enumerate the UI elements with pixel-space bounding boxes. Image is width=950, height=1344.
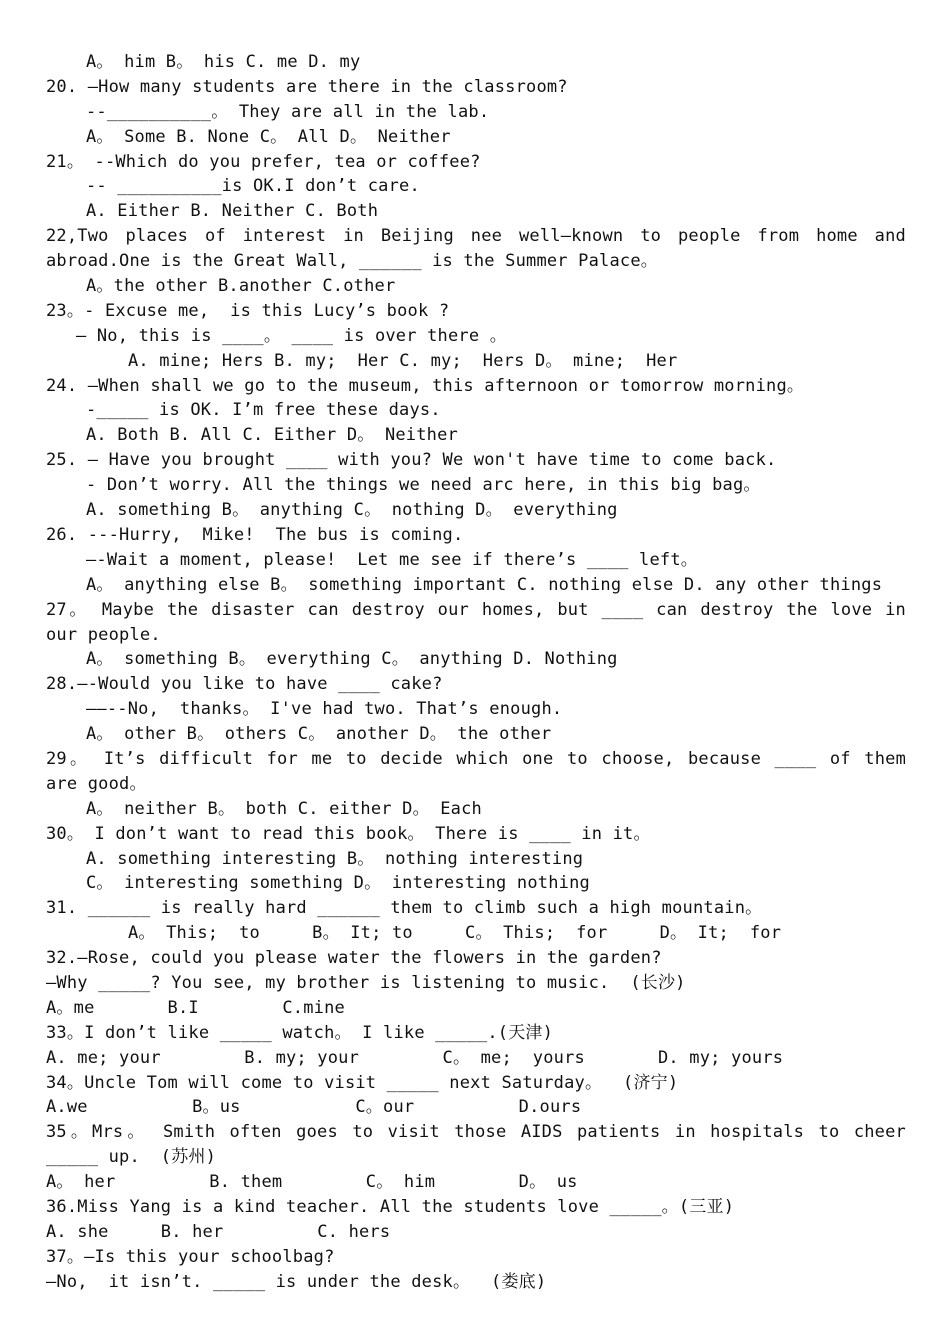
q37-answer-line: —No, it isn’t. _____ is under the desk。 (娄底) [46,1271,547,1292]
q22-question-1-line: 22,Two places of interest in Beijing nee well—known to people from home and [46,226,906,247]
q20-answer-line: --__________。 They are all in the lab. [86,101,490,122]
q21-options-line: A. Either B. Neither C. Both [86,201,379,222]
q35-question-2-line: _____ up. (苏州) [46,1147,217,1168]
q28-question-line: 28.—-Would you like to have ____ cake? [46,674,443,695]
q25-question-line: 25. — Have you brought ____ with you? We won't have time to come back. [46,450,777,471]
q26-answer-line: —-Wait a moment, please! Let me see if there’s ____ left。 [86,549,698,570]
q27-question-2-line: our people. [46,624,161,645]
q29-options-line: A。 neither B。 both C. either D。 Each [86,798,482,819]
q31-question-line: 31. ______ is really hard ______ them to climb such a high mountain。 [46,898,763,919]
q22-question-2-line: abroad.One is the Great Wall, ______ is the Summer Palace。 [46,251,658,272]
q27-question-1-line: 27。 Maybe the disaster can destroy our homes, but ____ can destroy the love in [46,599,906,620]
q31-options-line: A。 This; to B。 It; to C。 This; for D。 It; for [128,923,782,944]
q27-options-line: A。 something B。 everything C。 anything D. Nothing [86,649,618,670]
q30-options-2-line: C。 interesting something D。 interesting nothing [86,873,590,894]
q26-options-line: A。 anything else B。 something important C. nothing else D. any other things [86,574,883,595]
q23-answer-line: — No, this is ____。 ____ is over there 。 [76,325,507,346]
q22-options-line: A。the other B.another C.other [86,276,396,297]
q33-question-line: 33。I don’t like _____ watch。 I like _____.(天津) [46,1022,554,1043]
q25-options-line: A. something B。 anything C。 nothing D。 everything [86,500,618,521]
q32-answer-line: —Why _____? You see, my brother is listening to music. (长沙) [46,973,686,993]
q33-options-line: A. me; your B. my; your C。 me; yours D. my; yours [46,1047,784,1068]
q29-question-2-line: are good。 [46,773,147,794]
q28-answer-line: ——--No, thanks。 I've had two. That’s enough. [86,699,563,720]
q30-options-1-line: A. something interesting B。 nothing interesting [86,848,584,869]
q19-options-line: A。 him B。 his C. me D. my [86,52,361,72]
exercise-document [46,50,906,1295]
q30-question-line: 30。 I don’t want to read this book。 There is ____ in it。 [46,823,651,844]
q24-answer-line: -_____ is OK. I’m free these days. [86,400,441,421]
q26-question-line: 26. ---Hurry, Mike! The bus is coming. [46,524,464,545]
q21-question-line: 21。 --Which do you prefer, tea or coffee? [46,151,481,172]
q21-answer-line: -- __________is OK.I don’t care. [86,176,420,197]
q34-question-line: 34。Uncle Tom will come to visit _____ next Saturday。 (济宁) [46,1072,679,1093]
q24-options-line: A. Both B. All C. Either D。 Neither [86,425,458,446]
q35-options-line: A。 her B. them C。 him D。 us [46,1172,578,1193]
q37-question-line: 37。—Is this your schoolbag? [46,1246,335,1267]
q32-options-line: A。me B.I C.mine [46,997,345,1018]
q36-options-line: A. she B. her C. hers [46,1221,391,1242]
q36-question-line: 36.Miss Yang is a kind teacher. All the students love _____。(三亚) [46,1197,735,1218]
q34-options-line: A.we B。us C。our D.ours [46,1097,582,1118]
q28-options-line: A。 other B。 others C。 another D。 the other [86,724,552,745]
q35-question-1-line: 35。Mrs。 Smith often goes to visit those AIDS patients in hospitals to cheer [46,1122,906,1143]
q20-options-line: A。 Some B. None C。 All D。 Neither [86,126,451,147]
q29-question-1-line: 29。 It’s difficult for me to decide which one to choose, because ____ of them [46,748,906,769]
q24-question-line: 24. —When shall we go to the museum, this afternoon or tomorrow morning。 [46,375,805,396]
q32-question-line: 32.—Rose, could you please water the flowers in the garden? [46,948,662,969]
q25-answer-line: - Don’t worry. All the things we need arc here, in this big bag。 [86,475,761,496]
q23-question-line: 23。- Excuse me, is this Lucy’s book ? [46,300,450,321]
q20-question-line: 20. –How many students are there in the classroom? [46,76,568,97]
q23-options-line: A. mine; Hers B. my; Her C. my; Hers D。 mine; Her [128,350,678,371]
